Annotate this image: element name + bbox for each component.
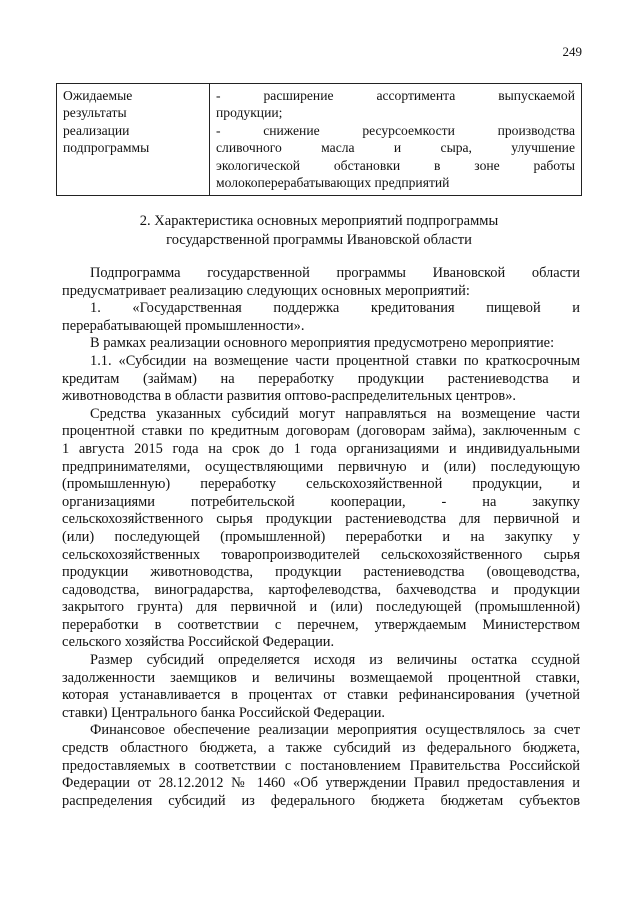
paragraph-line: продукции животноводства, продукции растениеводства (овощеводства, bbox=[62, 564, 580, 581]
paragraph-line: садоводства, виноградарства, картофелеводства, бахчеводства и продукции bbox=[62, 581, 580, 598]
paragraph-line: ставки) Центрального банка Российской Федерации. bbox=[62, 704, 385, 721]
value-line: экологической обстановки в зоне работы bbox=[216, 157, 575, 173]
section-title-line: государственной программы Ивановской области bbox=[166, 231, 472, 248]
page-number: 249 bbox=[562, 44, 582, 59]
paragraph-line: организациями потребительской кооперации, - на закупку bbox=[62, 493, 580, 510]
label-line: результаты bbox=[63, 105, 127, 121]
paragraph-line: предусматривает реализацию следующих основных мероприятий: bbox=[62, 282, 470, 299]
body-text bbox=[62, 265, 580, 810]
paragraph-line: животноводства в области развития оптово-распределительных центров». bbox=[62, 388, 517, 405]
label-line: реализации bbox=[63, 122, 130, 138]
paragraph-line: 1. «Государственная поддержка кредитования пищевой и bbox=[90, 300, 580, 317]
paragraph-line: (или) последующей (промышленной) переработки и на закупку у bbox=[62, 528, 580, 545]
value-line: молокоперерабатывающих предприятий bbox=[216, 175, 450, 191]
section-title-line: 2. Характеристика основных мероприятий подпрограммы bbox=[139, 213, 499, 229]
paragraph-line: В рамках реализации основного мероприятия предусмотрено мероприятие: bbox=[90, 335, 555, 352]
paragraph-line: сельскохозяйственных товаропроизводителей сельскохозяйственного сырья bbox=[62, 546, 580, 563]
paragraph-line: переработки в соответствии с перечнем, утверждаемым Министерством bbox=[62, 616, 580, 633]
paragraph-line: кредитам (займам) на переработку продукции растениеводства и bbox=[62, 370, 580, 387]
paragraph-line: 1 августа 2015 года на срок до 1 года организациями и индивидуальными bbox=[62, 440, 580, 457]
paragraph-line: 1.1. «Субсидии на возмещение части процентной ставки по краткосрочным bbox=[90, 352, 580, 369]
value-line: - расширение ассортимента выпускаемой bbox=[216, 88, 575, 103]
results-table bbox=[56, 83, 582, 196]
paragraph-line: процентной ставки по кредитным договорам (договорам займа), заключенным с bbox=[62, 423, 580, 440]
section-title bbox=[56, 212, 582, 249]
paragraph-line: Финансовое обеспечение реализации мероприятия осуществлялось за счет bbox=[90, 722, 580, 739]
paragraph-line: задолженности заемщиков и величины возмещаемой процентной ставки, bbox=[62, 669, 580, 686]
value-line: сливочного масла и сыра, улучшение bbox=[216, 140, 575, 156]
paragraph-line: сельского хозяйства Российской Федерации. bbox=[62, 634, 335, 651]
label-line: подпрограммы bbox=[63, 140, 150, 156]
table-label-cell bbox=[57, 84, 210, 196]
table-value-cell bbox=[210, 84, 582, 196]
paragraph-line: Подпрограмма государственной программы Ивановской области bbox=[90, 265, 580, 281]
paragraph-line: Средства указанных субсидий могут направляться на возмещение части bbox=[90, 405, 580, 422]
paragraph-line: (промышленную) переработку сельскохозяйственной продукции, и bbox=[62, 476, 580, 493]
label-line: Ожидаемые bbox=[63, 88, 133, 103]
paragraph-line: закрытого грунта) для первичной и (или) последующей (промышленной) bbox=[62, 599, 580, 616]
paragraph-line: Размер субсидий определяется исходя из величины остатка ссудной bbox=[90, 652, 580, 669]
paragraph-line: средств областного бюджета, а также субсидий из федерального бюджета, bbox=[62, 740, 580, 757]
table-row bbox=[57, 84, 582, 196]
paragraph-line: перерабатывающей промышленности». bbox=[62, 317, 305, 334]
value-line: - снижение ресурсоемкости производства bbox=[216, 122, 575, 138]
value-line: продукции; bbox=[216, 105, 283, 121]
paragraph-line: сельскохозяйственного сырья продукции растениеводства для первичной и bbox=[62, 511, 580, 528]
paragraph-line: Федерации от 28.12.2012 № 1460 «Об утверждении Правил предоставления и bbox=[62, 775, 580, 792]
paragraph-line: предоставляемых в соответствии с постановлением Правительства Российской bbox=[62, 757, 580, 774]
paragraph-line: распределения субсидий из федерального бюджета бюджетам субъектов bbox=[62, 792, 580, 809]
paragraph-line: предпринимателями, осуществляющими первичную и (или) последующую bbox=[62, 458, 580, 475]
paragraph-line: которая устанавливается в процентах от ставки рефинансирования (учетной bbox=[62, 687, 580, 704]
